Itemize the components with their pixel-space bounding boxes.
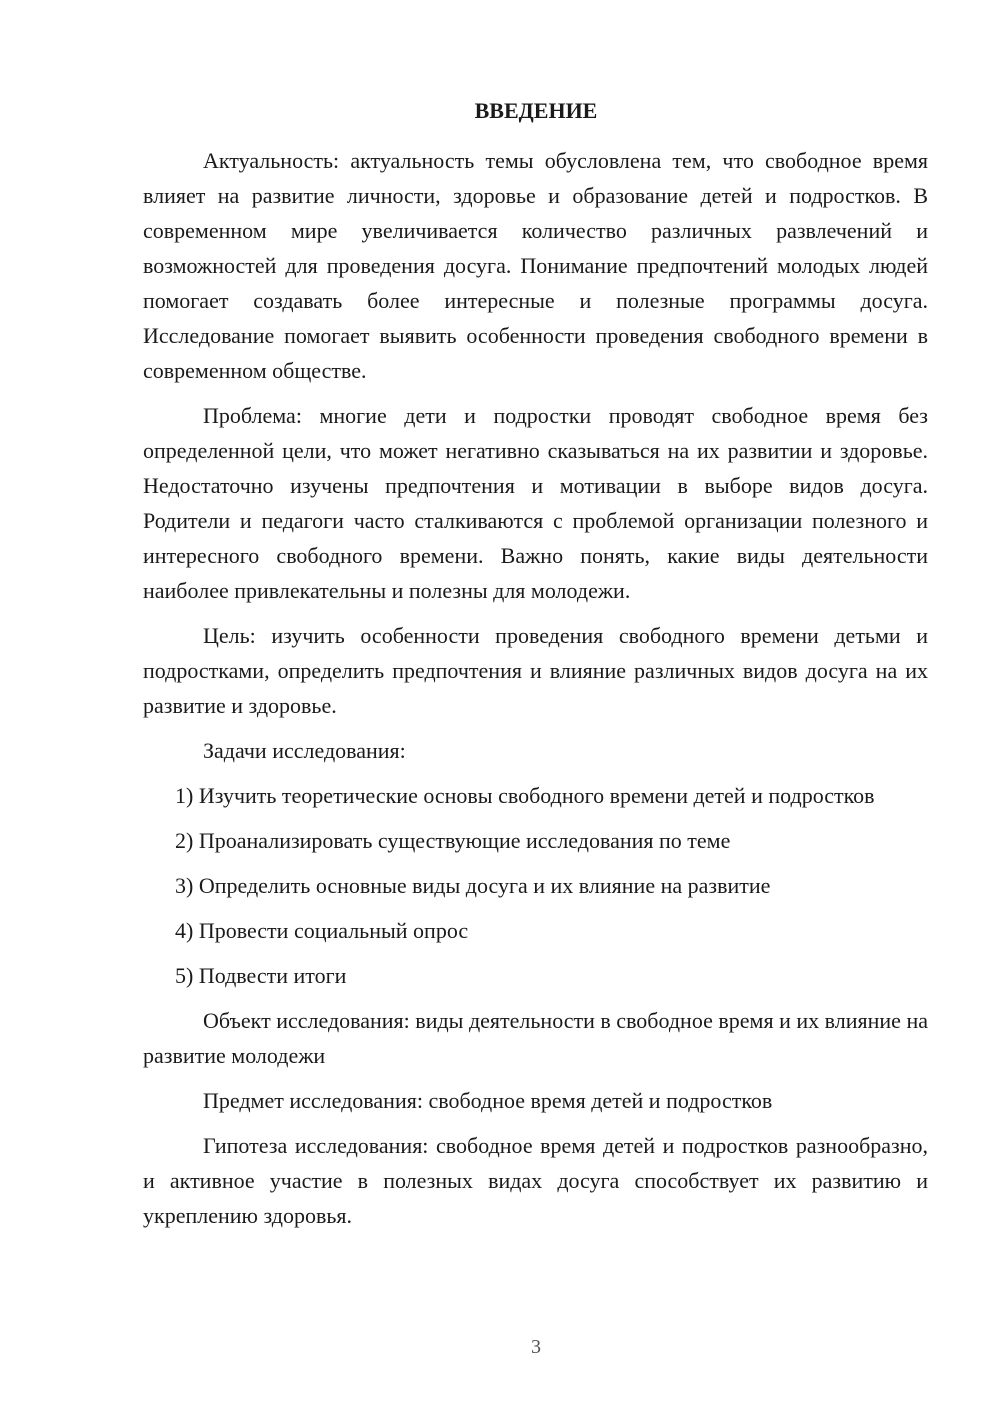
paragraph-subject: Предмет исследования: свободное время детей и подростков — [203, 1088, 773, 1113]
paragraph-problem: Проблема: многие дети и подростки проводят свободное время без определенной цели, что может негативно сказываться на их развитии и здоровье. Недостаточно изучены предпочтения и мотивации в выборе видов досуга. Родители и педагоги часто сталкиваются с проблемой организации полезного и интересного свободного времени. Важно понять, какие виды деятельности наиболее привлекательны и полезны для молодежи. — [143, 403, 928, 603]
paragraph-hypothesis: Гипотеза исследования: свободное время детей и подростков разнообразно, и активное участие в полезных видах досуга способствует их развитию и укреплению здоровья. — [143, 1133, 928, 1228]
task-item-3: 3) Определить основные виды досуга и их влияние на развитие — [175, 873, 771, 898]
tasks-heading: Задачи исследования: — [203, 738, 406, 763]
page-number: 3 — [531, 1336, 541, 1358]
paragraph-goal: Цель: изучить особенности проведения свободного времени детьми и подростками, определить предпочтения и влияние различных видов досуга на их развитие и здоровье. — [143, 623, 928, 718]
task-item-2: 2) Проанализировать существующие исследования по теме — [175, 828, 731, 853]
paragraph-object: Объект исследования: виды деятельности в свободное время и их влияние на развитие молодежи — [143, 1008, 928, 1068]
document-body — [143, 143, 928, 1243]
page-title: ВВЕДЕНИЕ — [474, 98, 598, 123]
task-item-4: 4) Провести социальный опрос — [175, 918, 469, 943]
task-item-1: 1) Изучить теоретические основы свободного времени детей и подростков — [175, 783, 875, 808]
paragraph-relevance: Актуальность: актуальность темы обусловлена тем, что свободное время влияет на развитие личности, здоровье и образование детей и подростков. В современном мире увеличивается количество различных развлечений и возможностей для проведения досуга. Понимание предпочтений молодых людей помогает создавать более интересные и полезные программы досуга. Исследование помогает выявить особенности проведения свободного времени в современном обществе. — [143, 148, 928, 383]
task-item-5: 5) Подвести итоги — [175, 963, 347, 988]
